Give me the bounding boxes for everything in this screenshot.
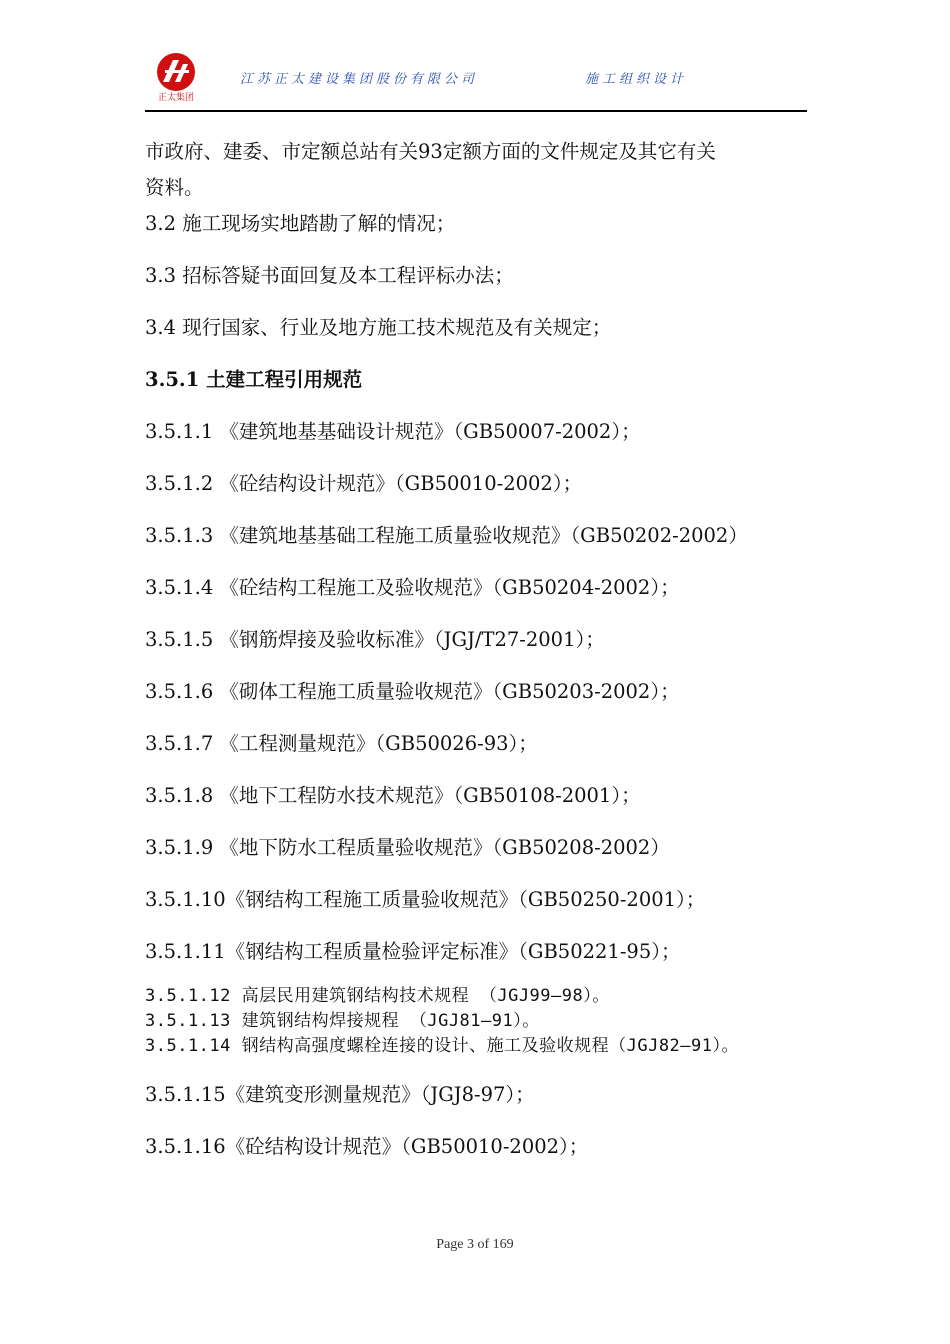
list-item: 3.5.1.8 《地下工程防水技术规范》（GB50108-2001）； [145,784,641,807]
list-item: 3.5.1.1 《建筑地基基础设计规范》（GB50007-2002）； [145,420,641,443]
list-item: 3.5.1.4 《砼结构工程施工及验收规范》（GB50204-2002）； [145,576,680,599]
paragraph: 市政府、建委、市定额总站有关93定额方面的文件规定及其它有关 [145,140,716,163]
list-item: 3.5.1.9 《地下防水工程质量验收规范》（GB50208-2002） [145,836,670,859]
list-item: 3.5.1.11《钢结构工程质量检验评定标准》（GB50221-95）； [145,940,681,963]
list-item: 3.5.1.3 《建筑地基基础工程施工质量验收规范》（GB50202-2002） [145,524,748,547]
list-item: 3.5.1.6 《砌体工程施工质量验收规范》（GB50203-2002）； [145,680,680,703]
list-item: 3.5.1.7 《工程测量规范》（GB50026-93）； [145,732,538,755]
list-item: 3.5.1.5 《钢筋焊接及验收标准》（JGJ/T27-2001）； [145,628,605,651]
list-item: 3.5.1.14 钢结构高强度螺栓连接的设计、施工及验收规程（JGJ82—91）。 [145,1036,739,1056]
list-item: 3.5.1.16《砼结构设计规范》（GB50010-2002）； [145,1135,589,1158]
paragraph: 3.3 招标答疑书面回复及本工程评标办法； [145,264,514,287]
section-heading: 3.5.1 土建工程引用规范 [145,368,363,391]
document-body [145,135,807,1160]
logo-text: 正太集团 [157,93,194,103]
list-item: 3.5.1.10《钢结构工程施工质量验收规范》（GB50250-2001）； [145,888,706,911]
list-item: 3.5.1.2 《砼结构设计规范》（GB50010-2002）； [145,472,583,495]
list-item: 3.5.1.12 高层民用建筑钢结构技术规程 （JGJ99—98）。 [145,986,610,1006]
list-item: 3.5.1.13 建筑钢结构焊接规程 （JGJ81—91）。 [145,1011,540,1031]
paragraph: 资料。 [145,176,204,199]
list-item: 3.5.1.15《建筑变形测量规范》（JGJ8-97）； [145,1083,535,1106]
page-header [145,50,807,112]
document-type: 施工组织设计 [585,72,688,87]
paragraph: 3.2 施工现场实地踏勘了解的情况； [145,212,456,235]
company-name: 江苏正太建设集团股份有限公司 [240,72,479,87]
page-number: Page 3 of 169 [436,1237,514,1252]
paragraph: 3.4 现行国家、行业及地方施工技术规范及有关规定； [145,316,612,339]
